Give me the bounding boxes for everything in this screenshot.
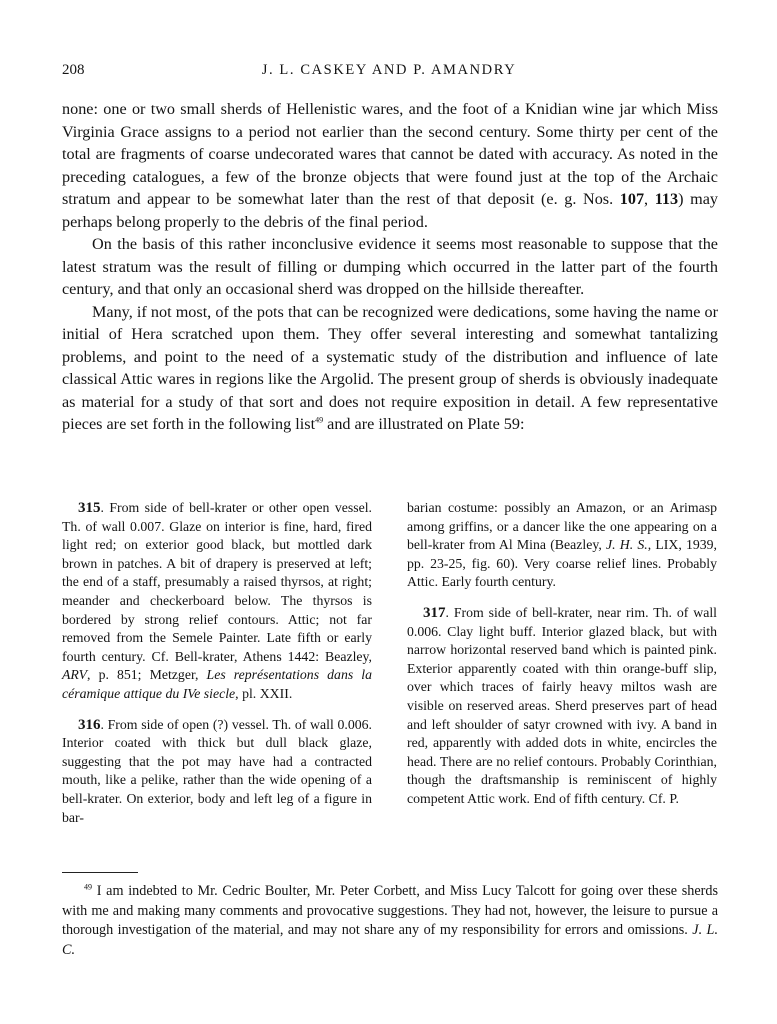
paragraph-2: On the basis of this rather inconclusive evidence it seems most reasonable to suppose that the latest stratum was the result of filling or dumping which occurred in the latter part of the fourth century, and that only an occasional sherd was dropped on the hillside thereafter. [62,235,718,298]
entry-text: , LIX, 1939, pp. 23-25, fig. 60). Very coarse relief lines. Probably Attic. Early fourth century. [407,537,717,590]
entry-number: 315 [78,500,101,516]
book-title: Les représentations dans la céramique attique du IVe siecle [62,667,373,701]
entry-text: . From side of bell-krater, near rim. Th. of wall 0.006. Clay light buff. Interior glazed black, but with narrow horizontal reserved band which is painted pink. Exterior apparently coated with thin orange-buff slip, over which traces of fairly heavy miltos wash are visible on reserved areas. Sherd preserves part of head and left shoulder of satyr crowned with ivy. A band in red, apparently with added dots in white, encircles the head. There are no relief contours. Probably Corinthian, though the draftsmanship is reminiscent of highly competent Attic work. End of fifth century. Cf. P. [407,604,717,806]
object-ref-107: 107 [619,190,645,208]
paragraph-3-end: and are illustrated on Plate 59: [323,415,525,433]
page-header [62,62,716,82]
paragraph-3-text: Many, if not most, of the pots that can be recognized were dedications, some having the name or initial of Hera scratched upon them. They offer several interesting and somewhat tantalizing problems, and point to the need of a systematic study of the distribution and influence of late classical Attic wares in regions like the Argolid. The present group of sherds is obviously inadequate as material for a study of that sort and does not require exposition in detail. A few representative pieces are set forth in the following list [62,302,718,433]
entry-text: . From side of bell-krater or other open vessel. Th. of wall 0.007. Glaze on interior is fine, hard, fired light red; on exterior good black, but mottled dark brown in patches. A bit of drapery is preserved at left; the end of a staff, presumably a raised thyrsos, at right; meander and checkerboard below. The thyrsos is bordered by strong relief contours. Attic; not far removed from the Semele Painter. Late fifth or early fourth century. Cf. Bell-krater, Athens 1442: Beazley, [62,500,372,664]
footnote-signature: J. L. C. [62,922,718,958]
entry-text: , pl. XXII. [235,685,293,701]
entry-text: . From side of open (?) vessel. Th. of wall 0.006. Interior coated with thick but dull black glaze, suggesting that the pot may have had a contracted mouth, like a pelike, rather than the wide opening of a bell-krater. On exterior, body and left leg of a figure in bar- [62,716,372,825]
paragraph-1-end: ) may perhaps belong properly to the debris of the final period. [62,190,719,231]
paragraph-1-text: none: one or two small sherds of Hellenistic wares, and the foot of a Knidian wine jar which Miss Virginia Grace assigns to a period not earlier than the second century. Some thirty per cent of the total are fragments of coarse undecorated wares that cannot be dated with accuracy. As noted in the preceding catalogues, a few of the bronze objects that were found just at the top of the Archaic stratum and appear to be somewhat later than the rest of that deposit (e. g. Nos. [62,100,718,208]
journal-abbrev: J. H. S. [605,537,648,553]
paragraph-1 [62,98,718,233]
footnote-rule [62,872,138,873]
arv-abbrev: ARV [62,667,88,683]
entry-number: 317 [423,604,446,621]
object-ref-113: 113 [654,190,679,208]
left-column [62,499,372,839]
catalogue-entry-315 [62,499,372,704]
footnote-49 [62,882,718,960]
catalogue-entry-316 [62,716,372,828]
page-number: 208 [62,62,85,78]
entry-text: barian costume: possibly an Amazon, or an Arimasp among griffins, or a dancer like the one appearing on a bell-krater from Al Mina (Beazley, [407,500,717,553]
running-head: J. L. CASKEY AND P. AMANDRY [261,62,517,78]
catalogue-entry-316-continued [407,499,717,592]
footnote [62,882,718,960]
entry-number: 316 [78,716,101,733]
footnote-ref: 49 [315,415,324,425]
right-column [407,499,717,821]
main-text [62,98,718,436]
footnote-text: I am indebted to Mr. Cedric Boulter, Mr. Peter Corbett, and Miss Lucy Talcott for going over these sherds with me and making many comments and provocative suggestions. They had not, however, the leisure to pursue a thorough investigation of the material, and may not share any of my responsibility for errors and omissions. [62,883,718,938]
entry-text: , p. 851; Metzger, [87,667,207,683]
catalogue-entry-317 [407,604,717,809]
footnote-number: 49 [84,882,92,892]
ref-separator: , [644,190,655,208]
paragraph-3 [62,301,718,436]
